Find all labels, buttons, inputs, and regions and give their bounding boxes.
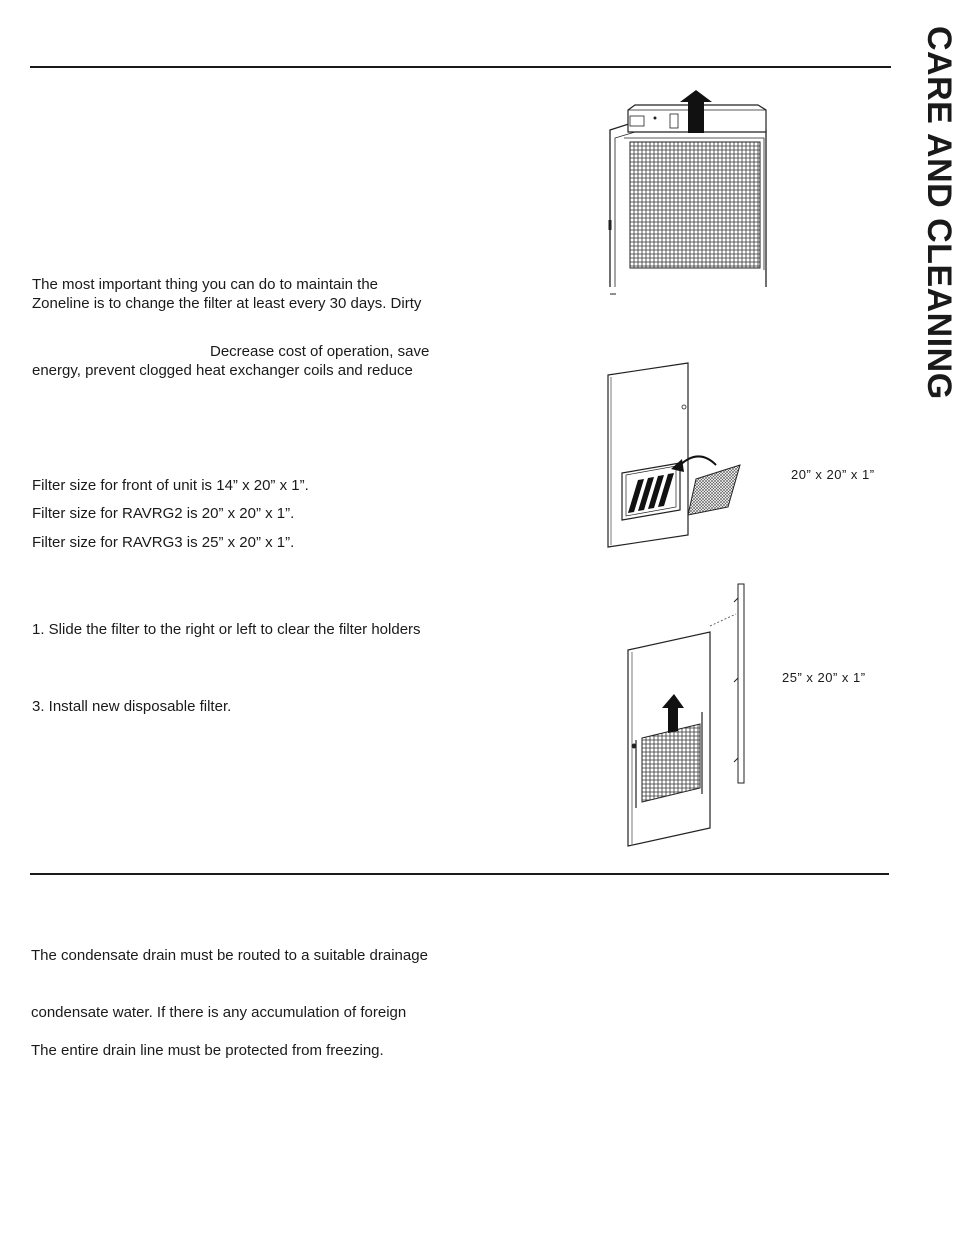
drain-line-3: The entire drain line must be protected from freezing. bbox=[31, 1042, 384, 1059]
filter-paragraph-2-line-2: energy, prevent clogged heat exchanger coils and reduce bbox=[32, 362, 413, 379]
middle-rule bbox=[30, 873, 889, 875]
filter-size-front: Filter size for front of unit is 14” x 20” x 1”. bbox=[32, 477, 309, 494]
caption-ravrg3-size: 25” x 20” x 1” bbox=[782, 670, 866, 685]
unit-top-filter-illustration bbox=[600, 80, 780, 290]
top-rule bbox=[30, 66, 891, 68]
side-section-title: CARE AND CLEANING bbox=[920, 26, 958, 400]
grille-filter-slide-illustration bbox=[620, 578, 760, 853]
filter-paragraph-2-line-1: Decrease cost of operation, save bbox=[210, 343, 430, 360]
caption-ravrg2-size: 20” x 20” x 1” bbox=[791, 467, 875, 482]
filter-step-1: 1. Slide the filter to the right or left to clear the filter holders bbox=[32, 621, 421, 638]
filter-size-ravrg2: Filter size for RAVRG2 is 20” x 20” x 1”. bbox=[32, 505, 295, 522]
filter-size-ravrg3: Filter size for RAVRG3 is 25” x 20” x 1”. bbox=[32, 534, 295, 551]
filter-paragraph-1-line-2: Zoneline is to change the filter at least every 30 days. Dirty bbox=[32, 295, 422, 312]
grille-filter-swing-illustration bbox=[598, 355, 758, 555]
filter-step-3: 3. Install new disposable filter. bbox=[32, 698, 232, 715]
drain-line-2: condensate water. If there is any accumulation of foreign bbox=[31, 1004, 407, 1021]
filter-paragraph-1-line-1: The most important thing you can do to maintain the bbox=[32, 276, 379, 293]
drain-line-1: The condensate drain must be routed to a suitable drainage bbox=[31, 947, 428, 964]
